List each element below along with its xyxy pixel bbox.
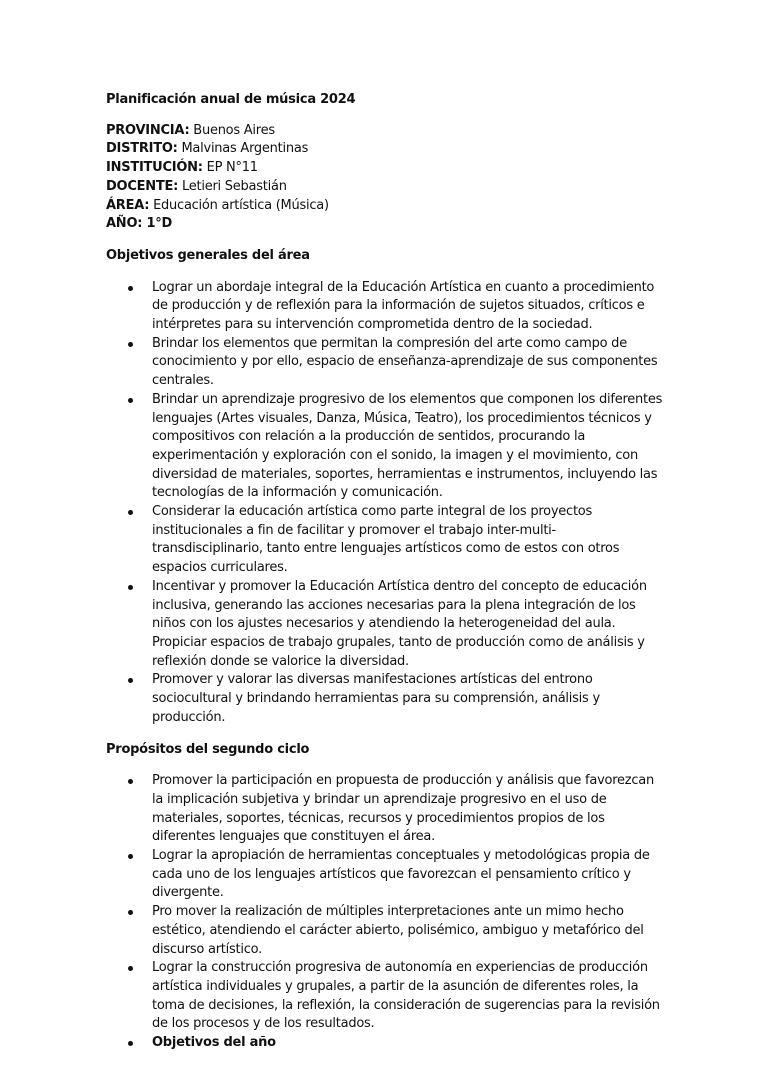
info-institucion — [106, 159, 666, 178]
list-item-text: Brindar un aprendizaje progresivo de los elementos que componen los diferentes lenguajes (Artes visuales, Danza, Música, Teatro), los procedimientos técnicos y compositivos con relación a la producción de sentidos, procurando la experimentación y exploración con el sonido, la imagen y el movimiento, con diversidad de materiales, soportes, herramientas e instrumentos, incluyendo las tecnologías de la información y comunicación. — [152, 391, 663, 501]
info-value: Malvinas Argentinas — [177, 141, 309, 157]
bullet-icon — [128, 966, 133, 971]
propositos-list — [106, 772, 666, 1053]
bullet-icon — [128, 585, 133, 590]
list-item-text: Promover la participación en propuesta de producción y análisis que favorezcan la implicación subjetiva y brindar un aprendizaje progresivo en el uso de materiales, soportes, técnicas, recursos y procedimientos propios de los diferentes lenguajes que constituyen el área. — [152, 773, 654, 845]
list-item — [106, 959, 666, 1034]
list-item-text: Incentivar y promover la Educación Artística dentro del concepto de educación inclusiva, generando las acciones necesarias para la plena integración de los niños con los ajustes necesarios y atendiendo la heterogeneidad del aula. Propiciar espacios de trabajo grupales, tanto de producción como de análisis y reflexión donde se valorice la diversidad. — [152, 578, 647, 669]
list-item — [106, 578, 666, 672]
list-item-text: Lograr la construcción progresiva de autonomía en experiencias de producción artística individuales y grupales, a partir de la asunción de diferentes roles, la toma de decisiones, la reflexión, la consideración de sugerencias para la revisión de los procesos y de los resultados. — [152, 960, 660, 1032]
bullet-icon — [128, 398, 133, 403]
info-label: ÁREA: — [106, 197, 150, 213]
info-docente — [106, 178, 666, 197]
propositos-heading: Propósitos del segundo ciclo — [106, 741, 310, 757]
list-item-text: Objetivos del año — [152, 1035, 276, 1051]
list-item — [106, 335, 666, 391]
list-item-text: Lograr la apropiación de herramientas conceptuales y metodológicas propia de cada uno de los lenguajes artísticos que favorezcan el pensamiento crítico y divergente. — [152, 848, 650, 901]
bullet-icon — [128, 678, 133, 683]
info-value: Educación artística (Música) — [149, 197, 329, 213]
info-label: DOCENTE: — [106, 178, 179, 194]
info-block — [106, 122, 666, 234]
list-item — [106, 772, 666, 847]
info-distrito — [106, 140, 666, 159]
info-value: EP N°11 — [202, 160, 258, 176]
info-label: INSTITUCIÓN: — [106, 160, 203, 176]
objetivos-list — [106, 279, 666, 728]
info-provincia — [106, 122, 666, 141]
bullet-icon — [128, 1041, 133, 1046]
bullet-icon — [128, 779, 133, 784]
list-item — [106, 279, 666, 335]
list-item-text: Considerar la educación artística como parte integral de los proyectos institucionales a fin de facilitar y promover el trabajo inter-multi-transdisciplinario, tanto entre lenguajes artísticos como de estos con otros espacios curriculares. — [152, 504, 620, 576]
list-item — [106, 391, 666, 503]
info-label: AÑO: 1°D — [106, 216, 173, 232]
list-item-objetivos-del-anio — [106, 1034, 666, 1053]
info-value: Letieri Sebastián — [178, 178, 287, 194]
info-area — [106, 197, 666, 216]
objetivos-heading: Objetivos generales del área — [106, 247, 310, 263]
list-item-text: Promover y valorar las diversas manifestaciones artísticas del entrono sociocultural y brindando herramientas para su comprensión, análisis y producción. — [152, 672, 600, 725]
list-item — [106, 503, 666, 578]
bullet-icon — [128, 286, 133, 291]
list-item-text: Lograr un abordaje integral de la Educación Artística en cuanto a procedimiento de producción y de reflexión para la información de sujetos situados, críticos e intérpretes para su intervención comprometida dentro de la sociedad. — [152, 279, 655, 333]
document-page — [106, 91, 666, 1066]
bullet-icon — [128, 854, 133, 859]
info-label: PROVINCIA: — [106, 122, 190, 138]
info-anio — [106, 215, 666, 234]
bullet-icon — [128, 910, 133, 915]
info-label: DISTRITO: — [106, 141, 178, 157]
list-item-text: Pro mover la realización de múltiples interpretaciones ante un mimo hecho estético, atendiendo el carácter abierto, polisémico, ambiguo y metafórico del discurso artístico. — [152, 904, 644, 957]
list-item — [106, 671, 666, 727]
info-value: Buenos Aires — [189, 122, 275, 138]
bullet-icon — [128, 342, 133, 347]
list-item — [106, 903, 666, 959]
list-item — [106, 847, 666, 903]
document-title: Planificación anual de música 2024 — [106, 92, 356, 107]
list-item-text: Brindar los elementos que permitan la compresión del arte como campo de conocimiento y por ello, espacio de enseñanza-aprendizaje de sus componentes centrales. — [152, 335, 658, 389]
bullet-icon — [128, 510, 133, 515]
